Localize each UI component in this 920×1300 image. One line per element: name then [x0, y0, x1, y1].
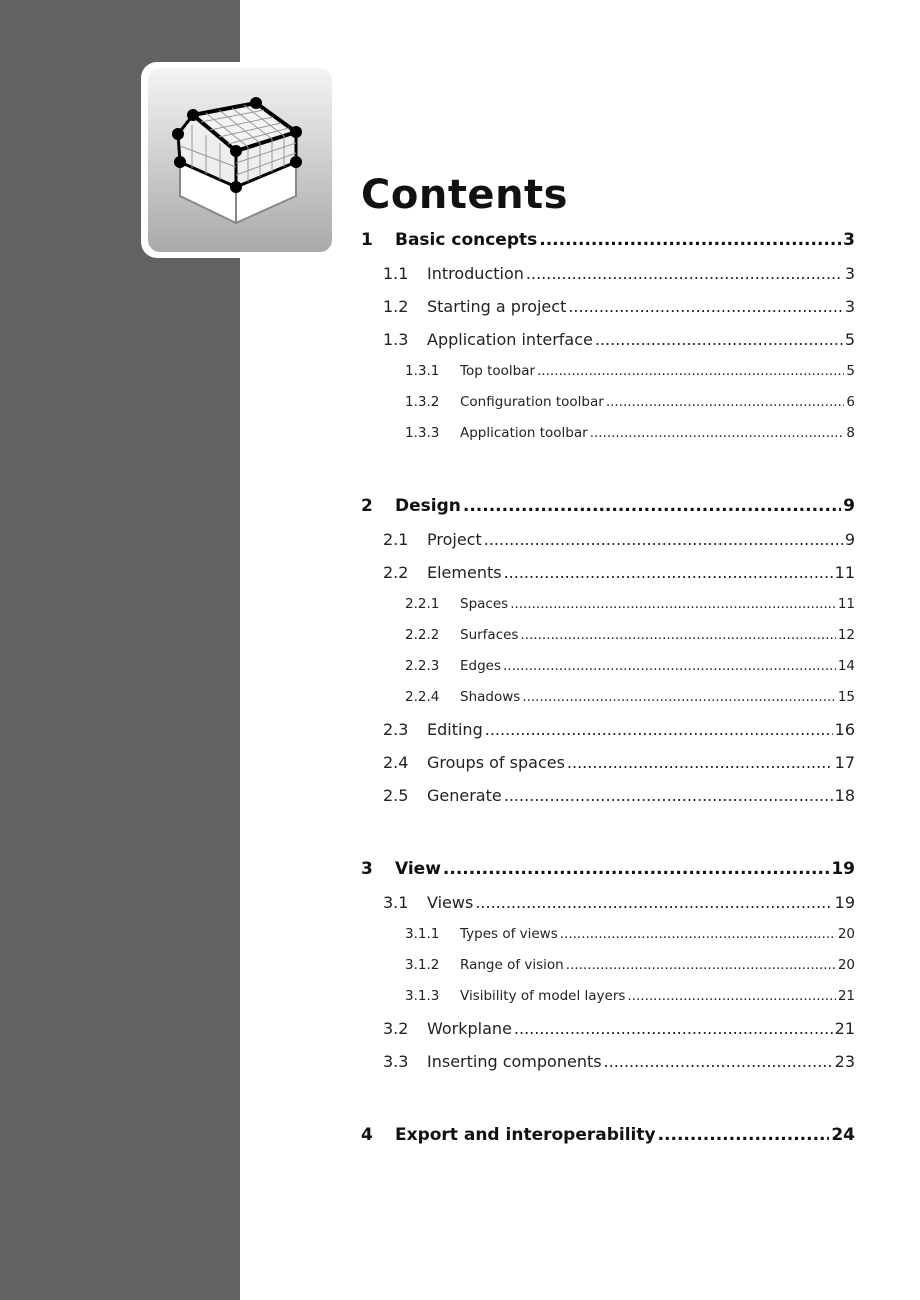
toc-entry-label: Design: [395, 496, 461, 516]
toc-leader-dots: [560, 926, 836, 942]
toc-leader-dots: [514, 1019, 833, 1038]
toc-entry[interactable]: [405, 926, 855, 942]
toc-entry[interactable]: [383, 753, 855, 772]
toc-entry-page: 20: [837, 957, 855, 973]
toc-entry-page: 14: [837, 658, 855, 674]
toc-entry-label: Elements: [427, 563, 502, 582]
toc-entry-number: 1.3.2: [405, 394, 440, 410]
toc-entry-label: Editing: [427, 720, 483, 739]
toc-leader-dots: [567, 753, 833, 772]
toc-entry-label: Workplane: [427, 1019, 512, 1038]
toc-entry-number: 1.3.3: [405, 425, 440, 441]
toc-leader-dots: [539, 230, 841, 250]
toc-entry-page: 9: [844, 530, 855, 549]
toc-leader-dots: [595, 330, 843, 349]
toc-entry-label: Types of views: [460, 926, 558, 942]
toc-entry[interactable]: [405, 425, 855, 441]
toc-leader-dots: [503, 658, 836, 674]
toc-entry-page: 3: [844, 297, 855, 316]
toc-entry-number: 3.1.1: [405, 926, 440, 942]
toc-entry-label: Range of vision: [460, 957, 564, 973]
toc-entry-page: 15: [837, 689, 855, 705]
toc-leader-dots: [463, 496, 841, 516]
toc-entry-page: 11: [837, 596, 855, 612]
toc-entry-label: Visibility of model layers: [460, 988, 626, 1004]
toc-entry-number: 2.4: [383, 753, 409, 772]
toc-entry-page: 19: [834, 893, 855, 912]
toc-entry[interactable]: [361, 496, 855, 516]
toc-entry-label: Application toolbar: [460, 425, 588, 441]
logo: [148, 68, 332, 252]
toc-entry-page: 19: [831, 859, 855, 879]
toc-leader-dots: [484, 530, 843, 549]
toc-entry-number: 2.5: [383, 786, 409, 805]
toc-entry-page: 23: [834, 1052, 855, 1071]
toc-entry-number: 3.1: [383, 893, 409, 912]
toc-entry-number: 2.2.1: [405, 596, 440, 612]
toc-entry-label: Inserting components: [427, 1052, 602, 1071]
toc-entry-page: 3: [843, 230, 855, 250]
toc-entry-number: 2.2.2: [405, 627, 440, 643]
toc-entry-label: Surfaces: [460, 627, 519, 643]
toc-entry[interactable]: [383, 297, 855, 316]
toc-entry[interactable]: [405, 957, 855, 973]
toc-entry-page: 24: [831, 1125, 855, 1145]
toc-entry-number: 1.1: [383, 264, 409, 283]
toc-entry-label: Project: [427, 530, 482, 549]
toc-entry-number: 2.2.4: [405, 689, 440, 705]
toc-entry[interactable]: [383, 786, 855, 805]
toc-leader-dots: [504, 786, 833, 805]
toc-entry-page: 20: [837, 926, 855, 942]
toc-entry[interactable]: [405, 627, 855, 643]
toc-entry[interactable]: [383, 330, 855, 349]
toc-entry[interactable]: [405, 689, 855, 705]
toc-entry-number: 3.1.3: [405, 988, 440, 1004]
toc-entry[interactable]: [405, 596, 855, 612]
toc-entry-number: 3: [361, 859, 373, 879]
toc-entry-page: 18: [834, 786, 855, 805]
toc-entry-number: 1.3.1: [405, 363, 440, 379]
toc-entry-number: 2.2.3: [405, 658, 440, 674]
toc-entry-label: Export and interoperability: [395, 1125, 656, 1145]
toc-entry-page: 21: [837, 988, 855, 1004]
toc-entry-label: Edges: [460, 658, 502, 674]
toc-entry-label: Shadows: [460, 689, 521, 705]
toc-entry-number: 2.2: [383, 563, 409, 582]
toc-entry-page: 16: [834, 720, 855, 739]
toc-leader-dots: [627, 988, 835, 1004]
toc-entry-label: Views: [427, 893, 474, 912]
toc-entry[interactable]: [383, 893, 855, 912]
toc-entry[interactable]: [383, 530, 855, 549]
toc-entry-number: 1.2: [383, 297, 409, 316]
toc-entry-number: 3.3: [383, 1052, 409, 1071]
toc-entry-label: Generate: [427, 786, 502, 805]
toc-entry-number: 2.1: [383, 530, 409, 549]
toc-entry-page: 12: [837, 627, 855, 643]
toc-entry[interactable]: [405, 658, 855, 674]
toc-entry-page: 5: [844, 330, 855, 349]
toc-entry-page: 6: [846, 394, 855, 410]
toc-entry[interactable]: [383, 563, 855, 582]
building-grid-icon: [148, 68, 332, 252]
toc-entry-label: View: [395, 859, 441, 879]
toc-entry-number: 3.2: [383, 1019, 409, 1038]
toc-leader-dots: [606, 394, 845, 410]
toc-leader-dots: [590, 425, 845, 441]
toc-entry-page: 17: [834, 753, 855, 772]
toc-entry-number: 4: [361, 1125, 373, 1145]
toc-entry-number: 2: [361, 496, 373, 516]
toc-entry-page: 11: [834, 563, 855, 582]
toc-entry[interactable]: [383, 720, 855, 739]
toc-entry[interactable]: [405, 363, 855, 379]
toc-entry[interactable]: [405, 394, 855, 410]
toc-leader-dots: [604, 1052, 833, 1071]
toc-leader-dots: [510, 596, 836, 612]
toc-entry[interactable]: [361, 859, 855, 879]
toc-entry-label: Starting a project: [427, 297, 567, 316]
toc-leader-dots: [475, 893, 832, 912]
toc-entry[interactable]: [383, 1019, 855, 1038]
toc-entry[interactable]: [361, 1125, 855, 1145]
toc-entry-number: 3.1.2: [405, 957, 440, 973]
toc-leader-dots: [568, 297, 842, 316]
toc-entry-label: Configuration toolbar: [460, 394, 604, 410]
toc-entry[interactable]: [383, 264, 855, 283]
toc-entry-number: 1.3: [383, 330, 409, 349]
toc-entry-label: Introduction: [427, 264, 524, 283]
toc-entry-page: 3: [844, 264, 855, 283]
toc-entry-label: Basic concepts: [395, 230, 538, 250]
toc-entry-label: Top toolbar: [460, 363, 536, 379]
toc-entry-label: Spaces: [460, 596, 509, 612]
toc-entry-number: 2.3: [383, 720, 409, 739]
toc-leader-dots: [485, 720, 833, 739]
toc-leader-dots: [522, 689, 836, 705]
page-title: Contents: [361, 172, 568, 218]
toc-entry-page: 21: [834, 1019, 855, 1038]
toc-entry-label: Groups of spaces: [427, 753, 565, 772]
toc-entry-page: 8: [846, 425, 855, 441]
toc-leader-dots: [526, 264, 843, 283]
toc-entry-label: Application interface: [427, 330, 593, 349]
toc-leader-dots: [520, 627, 835, 643]
toc-entry-page: 5: [846, 363, 855, 379]
toc-leader-dots: [566, 957, 836, 973]
toc-leader-dots: [658, 1125, 830, 1145]
toc-leader-dots: [504, 563, 833, 582]
toc-entry[interactable]: [383, 1052, 855, 1071]
toc-leader-dots: [443, 859, 829, 879]
toc-entry[interactable]: [361, 230, 855, 250]
toc-entry-number: 1: [361, 230, 373, 250]
toc-entry-page: 9: [843, 496, 855, 516]
toc-entry[interactable]: [405, 988, 855, 1004]
toc-leader-dots: [537, 363, 844, 379]
